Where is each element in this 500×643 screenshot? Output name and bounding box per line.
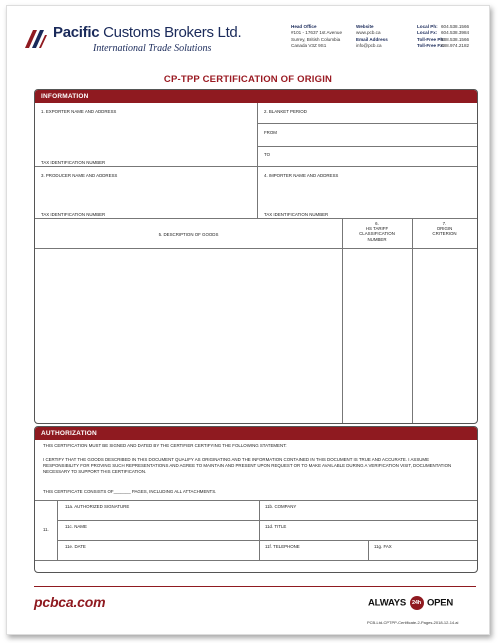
title-field[interactable]: 11d. TITLE — [265, 524, 287, 529]
divider — [57, 500, 58, 560]
fax-field[interactable]: 11g. FAX — [374, 544, 392, 549]
hs-tariff-header: 6. HS TARIFF CLASSIFICATION NUMBER — [359, 221, 395, 242]
company-name: Pacific Customs Brokers Ltd. — [53, 24, 242, 41]
page-count-field[interactable]: THIS CERTIFICATE CONSISTS OF_______ PAGES, INCLUDING ALL ATTACHMENTS. — [43, 489, 217, 494]
document-title: CP-TPP CERTIFICATION OF ORIGIN — [163, 74, 333, 85]
signature-field[interactable]: 11a. AUTHORIZED SIGNATURE — [65, 504, 130, 509]
information-section — [34, 89, 478, 424]
footer-divider — [34, 586, 476, 587]
divider — [35, 500, 477, 501]
email-link[interactable]: info@pcb.ca — [356, 43, 382, 49]
divider — [412, 218, 413, 423]
name-field[interactable]: 11c. NAME — [65, 524, 87, 529]
pacific-logo-icon — [23, 26, 49, 52]
website-block — [356, 24, 388, 50]
producer-field[interactable]: 3. PRODUCER NAME AND ADDRESS — [41, 173, 118, 178]
company-tagline: International Trade Solutions — [93, 43, 212, 54]
head-office-block — [291, 24, 342, 50]
producer-tax-id-field[interactable]: TAX IDENTIFICATION NUMBER — [41, 212, 106, 217]
origin-criterion-header: 7. ORIGIN CRITERION — [432, 221, 457, 237]
certification-statement-line: NECESSARY TO SUPPORT THIS CERTIFICATION. — [43, 469, 147, 474]
phone-block — [417, 24, 469, 50]
footer-website[interactable]: pcbca.com — [34, 594, 106, 610]
divider — [35, 560, 477, 561]
always-open-badge: ALWAYS 24h OPEN — [368, 597, 454, 609]
divider — [259, 500, 260, 560]
divider — [342, 218, 343, 423]
divider — [257, 123, 477, 124]
exporter-field[interactable]: 1. EXPORTER NAME AND ADDRESS — [41, 109, 117, 114]
office-line: Canada V3Z 9S1 — [291, 43, 327, 49]
blanket-to-field[interactable]: TO — [264, 152, 271, 157]
clock-icon: 24h — [410, 596, 424, 610]
exporter-tax-id-field[interactable]: TAX IDENTIFICATION NUMBER — [41, 160, 106, 165]
phone-row: Local Ph: 604.538.1566 — [417, 24, 470, 29]
letterhead — [7, 6, 489, 62]
phone-row: Toll-Free Ph: 888.538.1566 — [417, 36, 470, 42]
blanket-from-field[interactable]: FROM — [264, 130, 277, 135]
divider — [57, 520, 477, 521]
divider — [257, 146, 477, 147]
importer-tax-id-field[interactable]: TAX IDENTIFICATION NUMBER — [264, 212, 329, 217]
certification-statement-line: RESPONSIBILITY FOR PROVING SUCH REPRESENTATIONS AND AGREE TO MAINTAIN AND PRESENT UPON REQUEST OR TO MAKE AVAILABLE DURING A VERIFICATION VISIT, DOCUMENTATION — [43, 463, 452, 468]
information-heading: INFORMATION — [35, 90, 477, 103]
blanket-period-label: 2. BLANKET PERIOD — [264, 109, 307, 114]
divider — [35, 218, 477, 219]
goods-description-header: 5. DESCRIPTION OF GOODS — [158, 232, 219, 237]
company-field[interactable]: 11b. COMPANY — [265, 504, 297, 509]
phone-row: Toll-Free Fx: 888.974.2182 — [417, 43, 470, 49]
head-office-label: Head Office — [291, 24, 317, 29]
authorization-heading: AUTHORIZATION — [35, 427, 477, 440]
importer-field[interactable]: 4. IMPORTER NAME AND ADDRESS — [264, 173, 339, 178]
office-line: Surrey, British Columbia — [291, 36, 341, 42]
form-page — [6, 5, 490, 635]
website-link[interactable]: www.pcb.ca — [356, 30, 381, 36]
certification-statement-line: I CERTIFY THAT THE GOODS DESCRIBED IN THIS DOCUMENT QUALIFY AS ORIGINATING AND THE INFORMATION CONTAINED IN THIS DOCUMENT IS TRUE AND ACCURATE. I ASSUME — [43, 457, 430, 462]
divider — [257, 103, 258, 218]
phone-row: Local Fx: 604.538.3984 — [417, 30, 470, 36]
date-field[interactable]: 11e. DATE — [65, 544, 86, 549]
divider — [57, 540, 477, 541]
email-label: Email Address — [356, 36, 388, 42]
divider — [368, 540, 369, 560]
certification-instruction: THIS CERTIFICATION MUST BE SIGNED AND DATED BY THE CERTIFIER CERTIFYING THE FOLLOWING STATEMENT: — [43, 443, 287, 448]
authorization-section — [34, 426, 478, 573]
office-line: #101 - 17637 1st Avenue — [291, 30, 342, 36]
divider — [35, 166, 477, 167]
website-label: Website — [356, 24, 374, 29]
document-id: PCB-Ltd-CPTPP-Certificate-2-Pages-2018-12-14.ai — [367, 620, 459, 625]
row-number: 11. — [43, 527, 49, 532]
divider — [35, 248, 477, 249]
telephone-field[interactable]: 11f. TELEPHONE — [265, 544, 300, 549]
